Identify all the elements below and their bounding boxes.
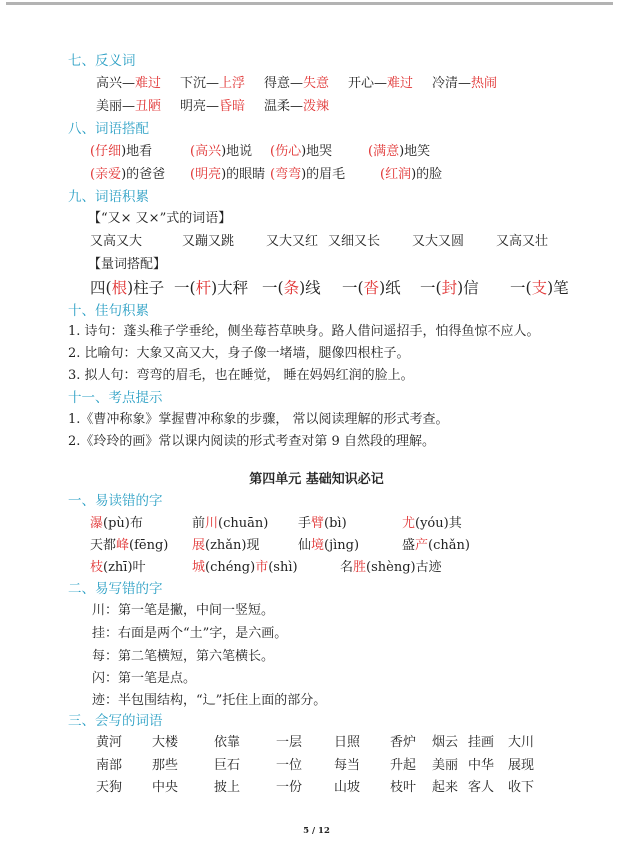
- misread-text: 天都: [90, 538, 117, 553]
- write-word: 一位: [276, 758, 303, 773]
- antonym-answer: 丑陋: [135, 99, 162, 114]
- collocation-phrase: )地笑: [399, 144, 431, 159]
- miswrite-line-2: 挂：右面是两个“土”字，是六画。: [92, 626, 288, 641]
- misread-text: 仙: [298, 538, 312, 553]
- collocation-answer: 高兴: [195, 144, 222, 159]
- misread-item: [90, 537, 168, 555]
- antonym-pair: [180, 98, 245, 116]
- pattern-word: 又高又壮: [496, 234, 549, 249]
- collocation-item: [190, 143, 252, 161]
- misread-text: 前: [192, 516, 206, 531]
- write-word: 一份: [276, 780, 303, 795]
- section-accumulation-heading: 九、词语积累: [68, 189, 149, 205]
- page-number: 5 / 12: [303, 826, 330, 836]
- section-collocation-heading: 八、词语搭配: [68, 121, 149, 137]
- antonym-pair: [96, 98, 161, 116]
- open-paren: (: [380, 167, 386, 182]
- misread-item: [298, 515, 347, 533]
- measure-number: 一(: [342, 279, 364, 297]
- open-paren: (: [190, 167, 196, 182]
- collocation-item: [380, 166, 442, 184]
- misread-char: 产: [415, 538, 429, 553]
- sentence-line-1: 1. 诗句：蓬头稚子学垂纶，侧坐莓苔草映身。路人借问遥招手，怕得鱼惊不应人。: [68, 324, 540, 339]
- collocation-answer: 伤心: [275, 144, 302, 159]
- open-paren: (: [368, 144, 374, 159]
- collocation-item: [90, 143, 152, 161]
- measure-number: 一(: [420, 279, 442, 297]
- measure-item: [342, 279, 401, 297]
- misread-char: 境: [311, 538, 325, 553]
- collocation-answer: 红润: [385, 167, 412, 182]
- open-paren: (: [270, 167, 276, 182]
- measure-answer: 条: [283, 279, 300, 297]
- unit-title: 第四单元 基础知识必记: [249, 472, 384, 487]
- write-word: 巨石: [214, 758, 241, 773]
- antonym-pair: [264, 98, 329, 116]
- collocation-phrase: )的爸爸: [121, 167, 166, 182]
- write-word: 日照: [334, 735, 361, 750]
- section-exam-tips-heading: 十一、考点提示: [68, 390, 163, 406]
- collocation-item: [270, 143, 332, 161]
- measure-item: [262, 279, 321, 297]
- open-paren: (: [190, 144, 196, 159]
- open-paren: (: [90, 167, 96, 182]
- misread-item: [90, 515, 143, 533]
- measure-answer: 支: [531, 279, 548, 297]
- miswrite-line-4: 闪：第一笔是点。: [92, 671, 197, 686]
- misread-item: [402, 537, 470, 555]
- antonym-pair: [432, 75, 497, 93]
- measure-answer: 根: [111, 279, 128, 297]
- misread-text: (yóu)其: [415, 516, 462, 531]
- misread-text: (zhǎn)现: [205, 538, 260, 553]
- measure-item: [90, 279, 164, 297]
- section-misread-heading: 一、易读错的字: [68, 493, 163, 509]
- collocation-phrase: )地说: [221, 144, 253, 159]
- misread-text: (chéng): [205, 560, 256, 575]
- antonym-pair: [348, 75, 413, 93]
- misread-item: [192, 515, 268, 533]
- antonym-pair: [180, 75, 245, 93]
- collocation-phrase: )的眼睛: [221, 167, 266, 182]
- measure-item: [174, 279, 248, 297]
- antonym-word: 冷清—: [432, 76, 472, 91]
- write-word: 美丽: [432, 758, 459, 773]
- pattern-word: 又细又长: [328, 234, 381, 249]
- miswrite-line-5: 迹：半包围结构，“辶”托住上面的部分。: [92, 693, 327, 708]
- exam-tip-line-1: 1.《曹冲称象》掌握曹冲称象的步骤， 常以阅读理解的形式考查。: [68, 412, 449, 427]
- antonym-word: 明亮—: [180, 99, 220, 114]
- collocation-phrase: )地看: [121, 144, 153, 159]
- misread-text: (fēng): [129, 538, 169, 553]
- misread-item: [298, 537, 359, 555]
- write-word: 大楼: [152, 735, 179, 750]
- write-word: 升起: [390, 758, 417, 773]
- antonym-answer: 泼辣: [303, 99, 330, 114]
- antonym-answer: 失意: [303, 76, 330, 91]
- pattern-word: 又大又红: [266, 234, 319, 249]
- pattern-word: 又大又圆: [412, 234, 465, 249]
- miswrite-line-3: 每：第二笔横短，第六笔横长。: [92, 649, 275, 664]
- antonym-word: 得意—: [264, 76, 304, 91]
- open-paren: (: [90, 144, 96, 159]
- write-word: 披上: [214, 780, 241, 795]
- sentence-line-3: 3. 拟人句：弯弯的眉毛，也在睡觉， 睡在妈妈红润的脸上。: [68, 368, 414, 383]
- antonym-word: 美丽—: [96, 99, 136, 114]
- misread-text: (shèng)古迹: [366, 560, 442, 575]
- antonym-answer: 难过: [135, 76, 162, 91]
- misread-char: 臂: [311, 516, 325, 531]
- write-word: 中华: [468, 758, 495, 773]
- misread-text: (chuān): [218, 516, 269, 531]
- measure-noun: )大秤: [211, 279, 249, 297]
- open-paren: (: [270, 144, 276, 159]
- section-miswrite-heading: 二、易写错的字: [68, 581, 163, 597]
- write-word: 香炉: [390, 735, 417, 750]
- measure-answer: 沓: [363, 279, 380, 297]
- antonym-word: 下沉—: [180, 76, 220, 91]
- misread-char: 城: [192, 560, 206, 575]
- write-word: 客人: [468, 780, 495, 795]
- antonym-answer: 难过: [387, 76, 414, 91]
- collocation-answer: 亲爱: [95, 167, 122, 182]
- collocation-item: [190, 166, 265, 184]
- misread-item: [340, 559, 442, 577]
- write-word: 山坡: [334, 780, 361, 795]
- write-word: 起来: [432, 780, 459, 795]
- antonym-word: 开心—: [348, 76, 388, 91]
- write-word: 挂画: [468, 735, 495, 750]
- write-word: 每当: [334, 758, 361, 773]
- misread-text: (zhī)叶: [103, 560, 146, 575]
- misread-text: 手: [298, 516, 312, 531]
- misread-text: (shì): [268, 560, 298, 575]
- collocation-answer: 弯弯: [275, 167, 302, 182]
- write-word: 大川: [508, 735, 535, 750]
- misread-text: (bì): [324, 516, 347, 531]
- collocation-answer: 仔细: [95, 144, 122, 159]
- collocation-answer: 满意: [373, 144, 400, 159]
- write-word: 收下: [508, 780, 535, 795]
- write-word: 烟云: [432, 735, 459, 750]
- misread-text: (pù)布: [103, 516, 143, 531]
- antonym-answer: 热闹: [471, 76, 498, 91]
- measure-noun: )信: [457, 279, 479, 297]
- write-word: 那些: [152, 758, 179, 773]
- collocation-answer: 明亮: [195, 167, 222, 182]
- antonym-answer: 昏暗: [219, 99, 246, 114]
- sentence-line-2: 2. 比喻句：大象又高又大，身子像一堵墙，腿像四根柱子。: [68, 346, 410, 361]
- antonym-answer: 上浮: [219, 76, 246, 91]
- write-word: 枝叶: [390, 780, 417, 795]
- misread-char: 尤: [402, 516, 416, 531]
- misread-text: 名: [340, 560, 354, 575]
- measure-number: 一(: [262, 279, 284, 297]
- exam-tip-line-2: 2.《玲玲的画》常以课内阅读的形式考查对第 9 自然段的理解。: [68, 434, 435, 449]
- miswrite-line-1: 川：第一笔是撇，中间一竖短。: [92, 603, 275, 618]
- misread-char: 展: [192, 538, 206, 553]
- collocation-item: [90, 166, 165, 184]
- misread-char: 瀑: [90, 516, 104, 531]
- collocation-item: [368, 143, 430, 161]
- collocation-item: [270, 166, 345, 184]
- misread-char: 市: [255, 560, 269, 575]
- misread-text: (jìng): [324, 538, 360, 553]
- write-word: 展现: [508, 758, 535, 773]
- measure-number: 一(: [174, 279, 196, 297]
- write-word: 南部: [96, 758, 123, 773]
- antonym-pair: [264, 75, 329, 93]
- write-word: 天狗: [96, 780, 123, 795]
- misread-text: 盛: [402, 538, 416, 553]
- misread-item: [192, 559, 298, 577]
- measure-noun: )柱子: [127, 279, 165, 297]
- section-write-words-heading: 三、会写的词语: [68, 713, 163, 729]
- misread-item: [90, 559, 146, 577]
- measure-noun: )线: [299, 279, 321, 297]
- collocation-phrase: )的眉毛: [301, 167, 346, 182]
- write-word: 中央: [152, 780, 179, 795]
- antonym-pair: [96, 75, 161, 93]
- antonym-word: 高兴—: [96, 76, 136, 91]
- misread-text: (chǎn): [428, 538, 470, 553]
- misread-char: 胜: [353, 560, 367, 575]
- misread-char: 峰: [116, 538, 130, 553]
- pattern-word: 又蹦又跳: [182, 234, 235, 249]
- measure-number: 一(: [510, 279, 532, 297]
- write-word: 黄河: [96, 735, 123, 750]
- measure-subheading: 【量词搭配】: [88, 257, 167, 272]
- measure-noun: )纸: [379, 279, 401, 297]
- top-rule: [6, 2, 613, 5]
- pattern-subheading: 【“又× 又×”式的词语】: [88, 211, 232, 226]
- misread-item: [192, 537, 260, 555]
- measure-noun: )笔: [547, 279, 569, 297]
- write-word: 依靠: [214, 735, 241, 750]
- write-word: 一层: [276, 735, 303, 750]
- section-sentences-heading: 十、佳句积累: [68, 303, 149, 319]
- measure-number: 四(: [90, 279, 112, 297]
- misread-char: 枝: [90, 560, 104, 575]
- measure-answer: 杆: [195, 279, 212, 297]
- measure-answer: 封: [441, 279, 458, 297]
- section-antonyms-heading: 七、反义词: [68, 53, 136, 69]
- measure-item: [420, 279, 479, 297]
- pattern-word: 又高又大: [90, 234, 143, 249]
- collocation-phrase: )地哭: [301, 144, 333, 159]
- measure-item: [510, 279, 569, 297]
- collocation-phrase: )的脸: [411, 167, 443, 182]
- antonym-word: 温柔—: [264, 99, 304, 114]
- misread-item: [402, 515, 462, 533]
- misread-char: 川: [205, 516, 219, 531]
